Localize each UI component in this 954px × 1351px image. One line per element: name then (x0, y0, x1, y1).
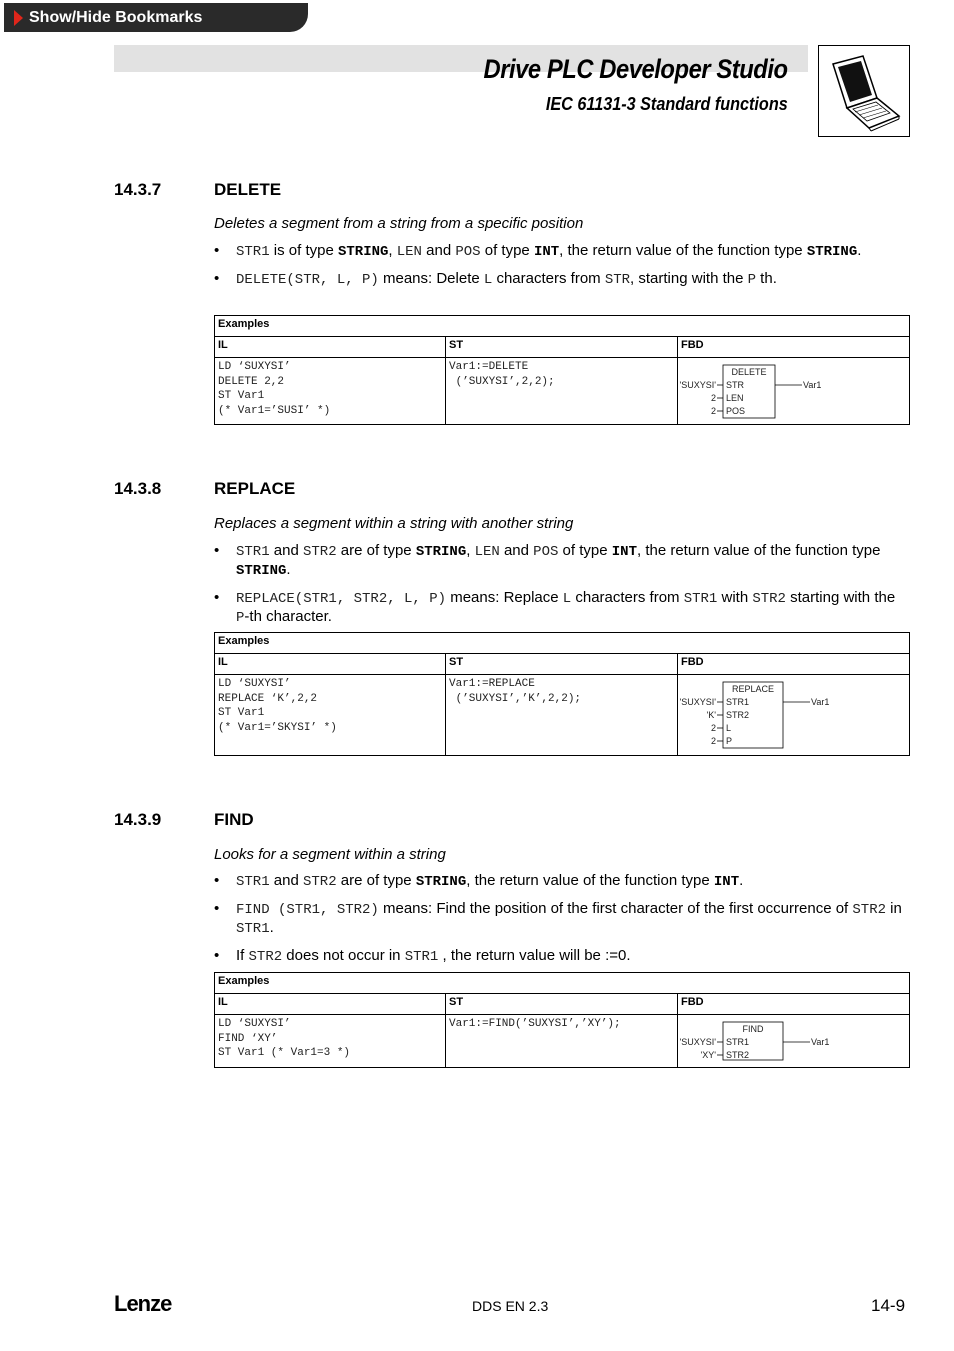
bookmark-label: Show/Hide Bookmarks (29, 8, 203, 26)
bullet-item: • STR1 is of type STRING, LEN and POS of type INT, the return value of the function type STRING. (214, 242, 904, 261)
fbd-input-pin: STR2 (726, 1050, 750, 1060)
examples-table-replace (214, 632, 910, 756)
fbd-input-pin: POS (726, 406, 746, 416)
examples-table-delete (214, 315, 910, 425)
fbd-input-value: 2 (710, 723, 716, 733)
column-header-st: ST (446, 654, 678, 675)
column-header-fbd: FBD (678, 337, 910, 358)
fbd-diagram (678, 675, 910, 756)
section-number: 14.3.7 (114, 180, 162, 199)
section-number: 14.3.9 (114, 810, 162, 829)
fbd-input-pin: STR1 (726, 1037, 750, 1047)
lenze-logo: Lenze (114, 1291, 172, 1316)
il-code: LD ‘SUXYSI’ FIND ‘XY’ ST Var1 (* Var1=3 *) (215, 1015, 446, 1068)
fbd-input-value: 'SUXYSI' (679, 697, 716, 707)
table-caption: Examples (215, 633, 910, 654)
column-header-fbd: FBD (678, 994, 910, 1015)
fbd-block-name: REPLACE (731, 684, 775, 694)
section-description: Replaces a segment within a string with another string (214, 515, 574, 532)
bullet-list (214, 542, 904, 636)
column-header-fbd: FBD (678, 654, 910, 675)
section-description: Looks for a segment within a string (214, 846, 446, 863)
fbd-input-pin: STR (726, 380, 744, 390)
st-code: Var1:=REPLACE (’SUXYSI’,’K’,2,2); (446, 675, 678, 756)
fbd-input-pin: LEN (726, 393, 744, 403)
fbd-input-value: 'SUXYSI' (679, 1037, 716, 1047)
fbd-input-pin: STR1 (726, 697, 750, 707)
fbd-input-pin: P (726, 736, 733, 746)
column-header-il: IL (215, 654, 446, 675)
table-caption: Examples (215, 316, 910, 337)
fbd-output: Var1 (803, 380, 822, 390)
fbd-diagram (678, 1015, 910, 1068)
fbd-output: Var1 (811, 1037, 830, 1047)
section-number: 14.3.8 (114, 479, 162, 498)
fbd-input-value: 'K' (706, 710, 716, 720)
document-subtitle: IEC 61131-3 Standard functions (546, 94, 788, 114)
column-header-il: IL (215, 337, 446, 358)
table-caption: Examples (215, 973, 910, 994)
il-code: LD ‘SUXYSI’ DELETE 2,2 ST Var1 (* Var1=’SUSI’ *) (215, 358, 446, 425)
bullet-item: • STR1 and STR2 are of type STRING, LEN and POS of type INT, the return value of the function type STRING. (214, 542, 904, 580)
fbd-input-value: 2 (710, 406, 716, 416)
fbd-input-value: 2 (710, 393, 716, 403)
st-code: Var1:=FIND(’SUXYSI’,’XY’); (446, 1015, 678, 1068)
triangle-right-icon (14, 10, 23, 26)
bullet-item: • STR1 and STR2 are of type STRING, the return value of the function type INT. (214, 872, 904, 891)
column-header-il: IL (215, 994, 446, 1015)
fbd-diagram (678, 358, 910, 425)
fbd-input-pin: L (726, 723, 732, 733)
bullet-list (214, 872, 904, 975)
fbd-input-value: 'SUXYSI' (679, 380, 716, 390)
section-title: FIND (214, 810, 254, 829)
bullet-list (214, 242, 904, 298)
il-code: LD ‘SUXYSI’ REPLACE ‘K’,2,2 ST Var1 (* Var1=’SKYSI’ *) (215, 675, 446, 756)
page-number: 14-9 (871, 1296, 906, 1315)
examples-table-find (214, 972, 910, 1068)
laptop-icon (818, 45, 910, 137)
fbd-output: Var1 (811, 697, 830, 707)
section-title: DELETE (214, 180, 282, 199)
fbd-block-name: DELETE (731, 367, 767, 377)
fbd-block-name: FIND (742, 1024, 764, 1034)
document-code: DDS EN 2.3 (472, 1298, 549, 1314)
section-description: Deletes a segment from a string from a specific position (214, 215, 584, 232)
fbd-input-value: 'XY' (700, 1050, 716, 1060)
bullet-item: • FIND (STR1, STR2) means: Find the position of the first character of the first occurrence of STR2 in STR1. (214, 900, 904, 938)
column-header-st: ST (446, 994, 678, 1015)
show-hide-bookmarks-button[interactable] (4, 3, 308, 32)
column-header-st: ST (446, 337, 678, 358)
st-code: Var1:=DELETE (’SUXYSI’,2,2); (446, 358, 678, 425)
fbd-input-value: 2 (710, 736, 716, 746)
fbd-input-pin: STR2 (726, 710, 750, 720)
bullet-item: • REPLACE(STR1, STR2, L, P) means: Replace L characters from STR1 with STR2 starting with the P-th character. (214, 589, 904, 627)
bullet-item: • If STR2 does not occur in STR1 , the return value will be :=0. (214, 947, 904, 966)
section-title: REPLACE (214, 479, 296, 498)
document-title: Drive PLC Developer Studio (483, 54, 788, 84)
bullet-item: • DELETE(STR, L, P) means: Delete L characters from STR, starting with the P th. (214, 270, 904, 289)
